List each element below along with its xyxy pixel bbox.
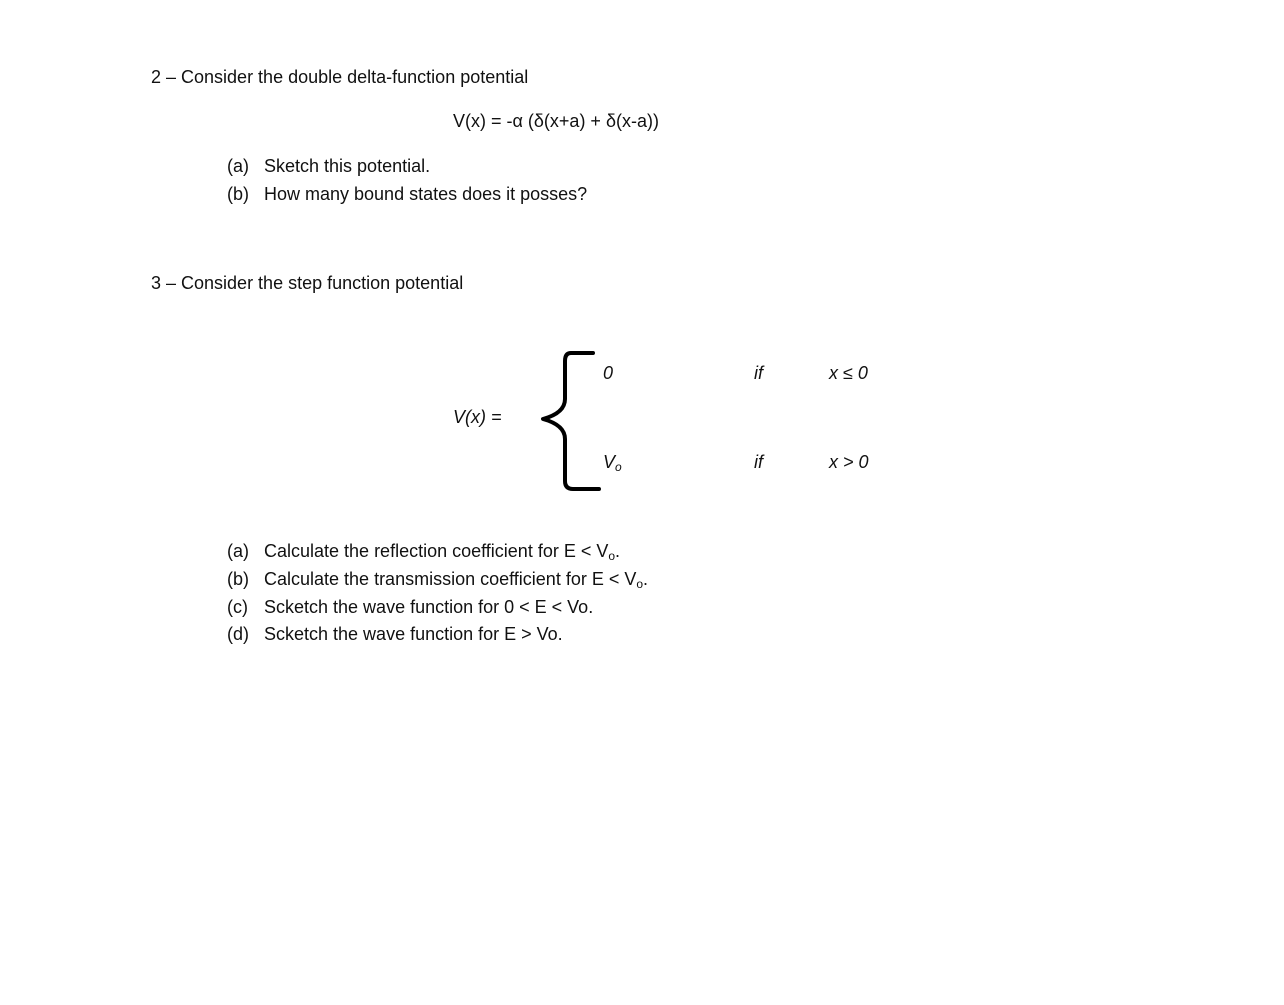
q3-case-1-condition: x ≤ 0 (829, 363, 868, 383)
q2-equation: V(x) = -α (δ(x+a) + δ(x-a)) (453, 111, 659, 131)
q2-part-a-text: Sketch this potential. (264, 156, 431, 176)
q3-part-c-text: Scketch the wave function for 0 < E < Vo. (264, 597, 594, 617)
q2-part-b-label: (b) (227, 184, 249, 204)
q3-case-2-if: if (754, 452, 763, 472)
q3-case-2-value (603, 451, 622, 478)
q3-part-b-label: (b) (227, 569, 249, 589)
q3-part-a-tail: . (615, 541, 621, 561)
q3-part-b-tail: . (643, 569, 649, 589)
q3-part-d-text: Scketch the wave function for E > Vo. (264, 624, 563, 644)
q3-part-a-main: Calculate the reflection coefficient for E < V (264, 541, 609, 561)
q3-part-c-label: (c) (227, 597, 248, 617)
q3-heading: 3 – Consider the step function potential (151, 273, 464, 293)
q3-case-1-value: 0 (603, 363, 614, 383)
q3-part-a-sub: o (608, 549, 616, 563)
q3-part-b-main: Calculate the transmission coefficient for E < V (264, 569, 637, 589)
q3-part-b-text (264, 568, 648, 595)
q3-case-1-if: if (754, 363, 763, 383)
q3-part-a-text (264, 540, 620, 567)
q3-case-2-value-main: V (603, 452, 616, 472)
q2-part-b-text: How many bound states does it posses? (264, 184, 588, 204)
q3-part-b-sub: o (636, 577, 644, 591)
q2-heading: 2 – Consider the double delta-function potential (151, 67, 529, 87)
q3-case-2-value-sub: o (615, 460, 622, 474)
q3-part-a-label: (a) (227, 541, 249, 561)
q3-lhs: V(x) = (453, 407, 502, 427)
curly-brace-icon (535, 349, 605, 495)
q3-case-2-condition: x > 0 (829, 452, 869, 472)
q3-part-d-label: (d) (227, 624, 249, 644)
q2-part-a-label: (a) (227, 156, 249, 176)
